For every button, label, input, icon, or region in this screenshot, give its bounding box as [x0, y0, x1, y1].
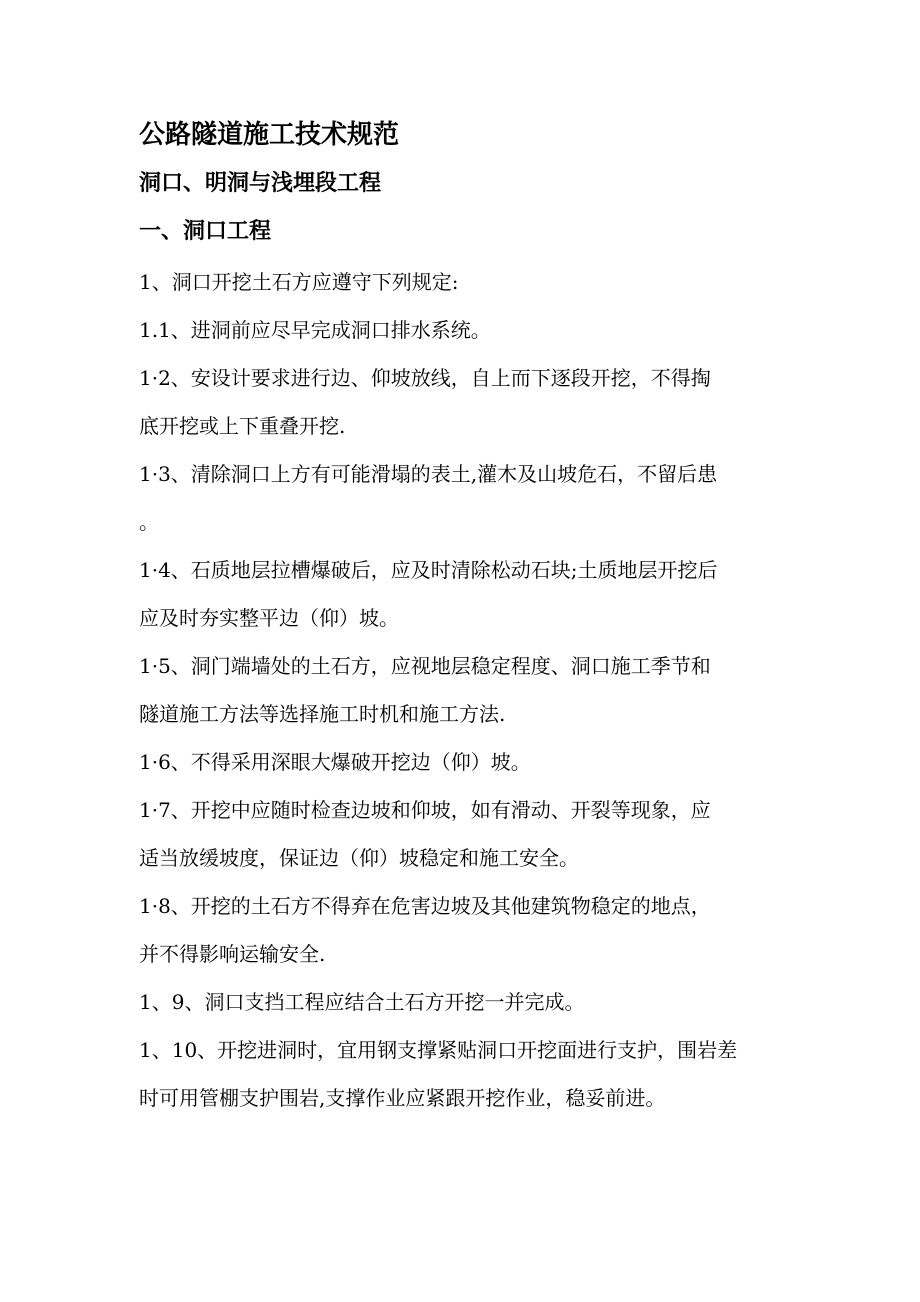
body-line: 。: [139, 510, 159, 534]
body-line: 1·5、洞门端墙处的土石方，应视地层稳定程度、洞口施工季节和: [139, 654, 711, 678]
body-line: 底开挖或上下重叠开挖.: [139, 414, 346, 438]
body-line: 1·8、开挖的土石方不得弃在危害边坡及其他建筑物稳定的地点，: [139, 894, 711, 918]
body-line: 应及时夯实整平边（仰）坡。: [139, 606, 399, 630]
subsection-heading: 一、洞口工程: [139, 219, 272, 244]
body-line: 1·7、开挖中应随时检查边坡和仰坡，如有滑动、开裂等现象，应: [139, 798, 711, 822]
body-line: 时可用管棚支护围岩,支撑作业应紧跟开挖作业，稳妥前进。: [139, 1086, 666, 1110]
body-line: 适当放缓坡度，保证边（仰）坡稳定和施工安全。: [139, 846, 579, 870]
body-line: 1、9、洞口支挡工程应结合土石方开挖一并完成。: [139, 990, 585, 1014]
body-line: 1·4、石质地层拉槽爆破后，应及时清除松动石块;土质地层开挖后: [139, 558, 718, 582]
body-line: 1、10、开挖进洞时，宜用钢支撑紧贴洞口开挖面进行支护，围岩差: [139, 1038, 738, 1062]
body-line: 隧道施工方法等选择施工时机和施工方法.: [139, 702, 506, 726]
body-line: 1·2、安设计要求进行边、仰坡放线，自上而下逐段开挖，不得掏: [139, 366, 711, 390]
body-line: 1、洞口开挖土石方应遵守下列规定:: [139, 270, 459, 294]
body-line: 1.1、进洞前应尽早完成洞口排水系统。: [139, 318, 491, 342]
document-title: 公路隧道施工技术规范: [139, 120, 400, 150]
body-line: 并不得影响运输安全.: [139, 942, 326, 966]
body-line: 1·3、清除洞口上方有可能滑塌的表土,灌木及山坡危石，不留后患: [139, 462, 718, 486]
document-body: [139, 258, 787, 1122]
section-heading: 洞口、明洞与浅埋段工程: [139, 171, 382, 196]
body-line: 1·6、不得采用深眼大爆破开挖边（仰）坡。: [139, 750, 531, 774]
